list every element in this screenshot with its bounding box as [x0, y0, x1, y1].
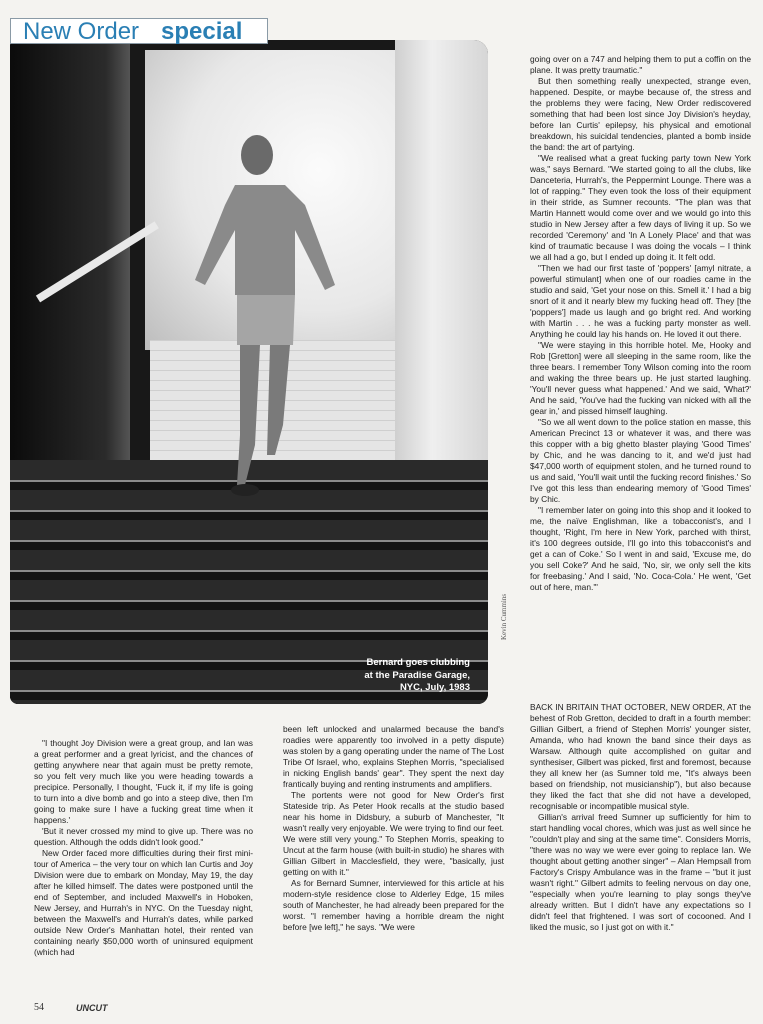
article-column-middle	[283, 724, 504, 933]
photograph	[10, 40, 488, 704]
paragraph: As for Bernard Sumner, interviewed for this article at his modern-style residence close to Alderley Edge, 15 miles south of Manchester, he had already been prepared for the worst. "I remember having a horrible dream the night before [we left]," he says. "We were	[283, 878, 504, 932]
paragraph: "I thought Joy Division were a great group, and Ian was a great performer and a great lyricist, and the chances of getting anywhere near that again must be pretty remote, so you felt very much like you were heading towards a precipice. Personally, I thought, 'Fuck it, if my life is going to turn into a dive bomb and go into a steep dive, then I'm going to make sure I have a fucking great time when it happens.'	[34, 738, 253, 825]
paragraph: "I remember later on going into this shop and it looked to me, the naïve Englishman, like a tobacconist's, and I thought, 'Right, I'm here in New York, parched with thirst, it's 100 degrees outside, I'll go into this tobacconist's and get a can of Coke.' So I went in and said, 'Excuse me, do you sell Coke?' And he said, 'No, sir, we only sell the kits for freebasing.' And I said, 'No. Coca-Cola.' He went, 'Get out of here, man.'"	[530, 505, 751, 592]
paragraph: "So we all went down to the police station en masse, this American Precinct 13 or whatever it was, and there was this copper with a big ghetto blaster playing 'Good Times' by Chic, and he was dancing to it, and we'd just had $47,000 worth of equipment stolen, and he turned round to us and said, 'You'll wait until the fucking record finishes.' So I've got this less than endearing memory of 'Good Times' by Chic.	[530, 417, 751, 504]
paragraph: BACK IN BRITAIN THAT OCTOBER, NEW ORDER, AT the behest of Rob Gretton, decided to draft in a fourth member: Gillian Gilbert, a friend of Stephen Morris' younger sister, Amanda, who had known the band since their days as Warsaw. Although quite accomplished on guitar and synthesiser, Gilbert was picked, first and foremost, because they all knew her (as Sumner told me, "It's always been based on friendship, not musicianship"), but also because they liked the fact that she did not have a developed, recognisable or incompatible musical style.	[530, 702, 751, 811]
article-column-right-bottom	[530, 702, 751, 933]
paragraph: going over on a 747 and helping them to put a coffin on the plane. It was pretty traumatic."	[530, 54, 751, 75]
caption-line: Bernard goes clubbing	[366, 657, 470, 668]
paragraph: 'But it never crossed my mind to give up. There was no question. Although the odds didn't look good."	[34, 826, 253, 847]
page-number: 54	[34, 1002, 44, 1013]
magazine-name: UNCUT	[76, 1003, 108, 1013]
header-title: New Order	[23, 18, 140, 45]
paragraph: been left unlocked and unalarmed because the band's roadies were apparently too involved in a petty dispute) was stolen by a gang operating under the name of The Lost Tribe Of Israel, who, explains Stephen Morris, "specialised in nicking English bands' gear". They spent the next day frantically buying and renting instruments and amplifiers.	[283, 724, 505, 789]
photo-caption	[364, 657, 470, 695]
article-column-right-top	[530, 54, 751, 593]
article-column-left	[34, 738, 253, 958]
paragraph: New Order faced more difficulties during their first mini-tour of America – the very tour on which Ian Curtis and Joy Division were due to embark on Monday, May 19, the day after he killed himself. The dates were postponed until the end of September, and included Maxwell's in Hoboken, New Jersey, and Hurrah's in NYC. On the Tuesday night, between the Maxwell's and Hurrah's dates, while parked outside New Order's Manhattan hotel, their rented van containing nearly $50,000 worth of uninsured equipment (which had	[34, 848, 253, 957]
header-subtitle: special	[161, 18, 243, 45]
caption-line: NYC, July, 1983	[399, 682, 470, 693]
figure-silhouette	[195, 135, 365, 505]
paragraph: "We realised what a great fucking party town New York was," says Bernard. "We started going to all the clubs, like Danceteria, Hurrah's, the Peppermint Lounge. There was a lot of rapping." They even took the loss of their equipment in their stride, as Sumner recounts. "The plan was that Martin Hannett would come over and we would go into this studio in New Jersey after a few days of living it up. So we recorded 'Ceremony' and 'In A Lonely Place' and that was kind of traumatic because I was doing the vocals – I think we all had a go, but I ended up doing it. It felt odd.	[530, 153, 751, 262]
paragraph: "Then we had our first taste of 'poppers' [amyl nitrate, a powerful stimulant] when one of our roadies came in the studio and said, 'Get your nose on this. Smell it.' I had a big snort of it and it nearly blew my fucking head off. They [the 'poppers'] made us laugh and go bright red. And working with Martin . . . he was a fucking party monster as well. Anything he could lay his hands on. He loved it out there.	[530, 263, 751, 339]
paragraph: "We were staying in this horrible hotel. Me, Hooky and Rob [Gretton] were all sleeping in the same room, like the three bears. I remember Tony Wilson coming into the room and waking the three bears up. He just started laughing. 'You'll never guess what happened.' And we said, 'What?' And he said, 'You've had the fucking van nicked with all the gear in,' and pissed himself laughing.	[530, 340, 751, 416]
section-header	[10, 18, 268, 44]
photo-credit: Kevin Cummins	[500, 593, 508, 640]
caption-line: at the Paradise Garage,	[364, 669, 470, 681]
paragraph: Gillian's arrival freed Sumner up sufficiently for him to start handling vocal chores, which was just as well since he "couldn't play and sing at the same time". Considers Morris, "there was no way we were ever going to replace Ian. We thought about getting another singer" – Alan Hempsall from Factory's Crispy Ambulance was in the frame – "but it just wasn't right." Gilbert admits to feeling nervous on day one, "especially when you're learning to play songs they've already written. But I didn't have any expectations so I didn't feel that frightened. I was sort of cocooned. And I liked the music, so I just got on with it."	[530, 812, 751, 932]
paragraph: But then something really unexpected, strange even, happened. Despite, or maybe because of, the stress and the problems they were facing, New Order rediscovered something that had been lost since Joy Division's heyday, before Ian Curtis' epilepsy, his physical and emotional breakdown, his suicidal tendencies, planted a bomb inside the band: the art of partying.	[530, 76, 751, 152]
paragraph: The portents were not good for New Order's first Stateside trip. As Peter Hook recalls at the studio based near his home in Didsbury, a suburb of Manchester, "It wasn't really very enjoyable. We were trying to find our feet. We were still very young." To Stephen Morris, speaking to Uncut at the farm house (with built-in studio) he shares with Gillian Gilbert in Macclesfield, they were, "basically, just getting on with it."	[283, 790, 504, 877]
